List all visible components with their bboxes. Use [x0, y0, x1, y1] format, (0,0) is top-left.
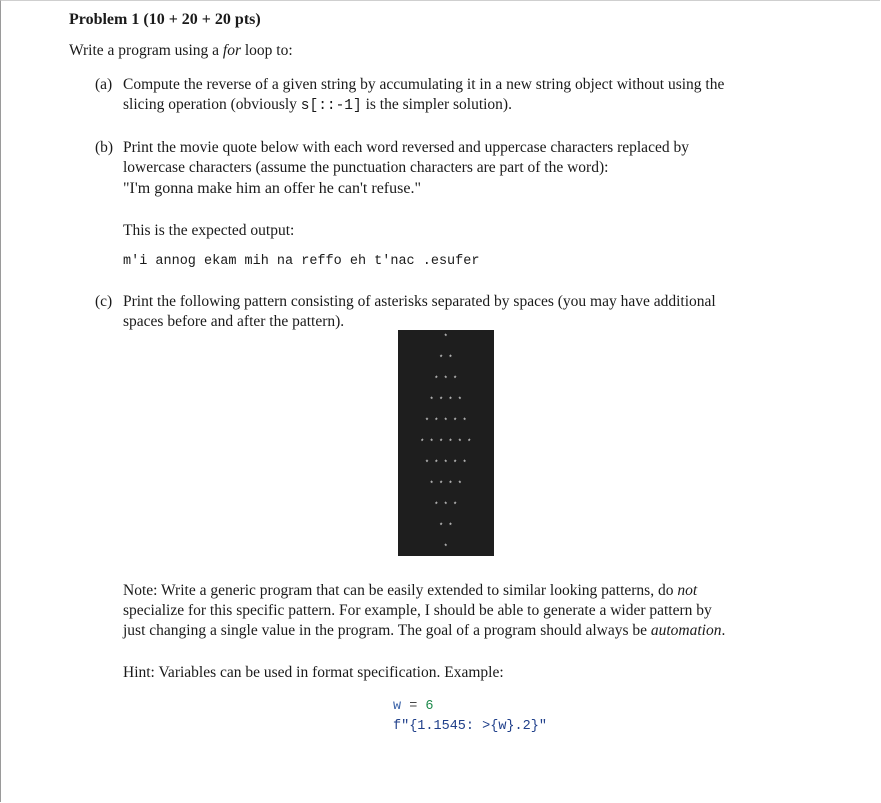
part-a-line1: Compute the reverse of a given string by accumulating it in a new string object without using the — [123, 76, 725, 93]
pattern-row: * * * — [434, 502, 458, 510]
note-not-emphasis: not — [677, 582, 698, 599]
hint-text: Hint: Variables can be used in format specification. Example: — [123, 664, 504, 681]
movie-quote: "I'm gonna make him an offer he can't refuse." — [123, 180, 421, 197]
pattern-row: * * — [438, 355, 454, 363]
note-line1-prefix: Note: Write a generic program that can be easily extended to similar looking patterns, do — [123, 582, 678, 599]
part-a-line2-prefix: slicing operation (obviously — [123, 96, 301, 113]
note-line1 — [123, 581, 697, 600]
problem-title: Problem 1 (10 + 20 + 20 pts) — [69, 11, 261, 28]
code-line-2: f"{1.1545: >{w}.2}" — [393, 719, 547, 734]
pattern-row: * — [443, 334, 449, 342]
code-assign: = — [401, 699, 426, 714]
part-c-label: (c) — [95, 293, 113, 310]
note-line3 — [123, 621, 725, 640]
part-b-line1: Print the movie quote below with each word reversed and uppercase characters replaced by — [123, 139, 689, 156]
asterisk-pattern-output — [398, 330, 494, 556]
pattern-row: * * * * — [429, 481, 463, 489]
part-a-label: (a) — [95, 76, 113, 93]
slice-code: s[::-1] — [300, 98, 362, 114]
pattern-row: * * * * * — [424, 460, 468, 468]
note-line3-prefix: just changing a single value in the program. The goal of a program should always be — [123, 622, 651, 639]
part-c-line1: Print the following pattern consisting of asterisks separated by spaces (you may have additional — [123, 293, 716, 310]
pattern-row: * * — [438, 523, 454, 531]
part-b-label: (b) — [95, 139, 114, 156]
part-a-line2-suffix: is the simpler solution). — [361, 96, 512, 113]
note-automation-emphasis: automation — [650, 622, 722, 639]
intro-prefix: Write a program using a — [69, 42, 223, 59]
pattern-row: * — [443, 544, 449, 552]
intro-for-keyword: for — [222, 42, 241, 59]
pattern-row: * * * * * * — [420, 439, 472, 447]
code-number: 6 — [425, 699, 434, 714]
pattern-row: * * * * — [429, 397, 463, 405]
note-line2: specialize for this specific pattern. For example, I should be able to generate a wider pattern by — [123, 602, 712, 619]
problem-intro — [69, 41, 293, 60]
intro-suffix: loop to: — [241, 42, 293, 59]
expected-output: m'i annog ekam mih na reffo eh t'nac .esufer — [123, 254, 480, 269]
expected-output-label: This is the expected output: — [123, 222, 295, 239]
note-line3-suffix: . — [721, 622, 726, 639]
pattern-row: * * * * * — [424, 418, 468, 426]
part-b-line2: lowercase characters (assume the punctuation characters are part of the word): — [123, 159, 609, 176]
code-variable: w — [393, 699, 402, 714]
code-line-1 — [393, 697, 434, 716]
part-a-line2 — [123, 95, 512, 116]
pattern-row: * * * — [434, 376, 458, 384]
part-c-line2: spaces before and after the pattern). — [123, 313, 345, 330]
